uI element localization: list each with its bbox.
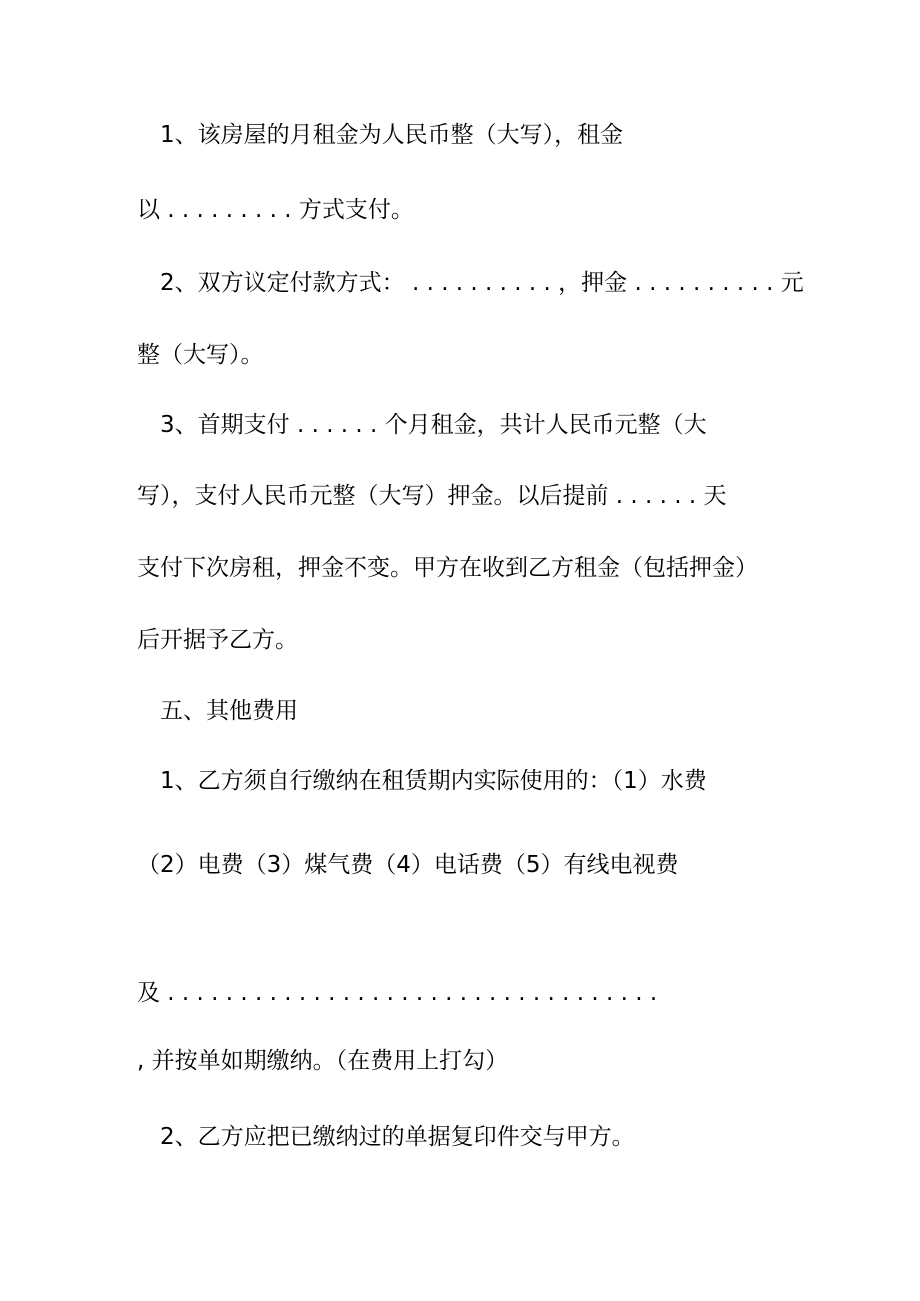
section-heading-other-fees: 五、其他费用 [160, 698, 298, 724]
clause-4-2-deposit-words: 整（大写）。 [137, 342, 264, 368]
clause-4-3-deposit-advance: 写），支付人民币元整（大写）押金。以后提前 . . . . . . 天 [137, 483, 727, 509]
clause-4-1-rent-amount: 1、该房屋的月租金为人民币整（大写），租金 [160, 122, 624, 148]
clause-4-2-payment-terms: 2、双方议定付款方式： . . . . . . . . . . ，押金 . . . . . . . . . . 元 [160, 270, 804, 296]
clause-4-3-first-payment: 3、首期支付 . . . . . . 个月租金，共计人民币元整（大 [160, 412, 707, 438]
clause-4-3-receipt: 后开据予乙方。 [137, 627, 298, 653]
clause-5-1-utility-list: （2）电费（3）煤气费（4）电话费（5）有线电视费 [137, 852, 679, 878]
clause-5-1-other-fees-blank: 及 . . . . . . . . . . . . . . . . . . . . . . . . . . . . . . . . . . [137, 980, 658, 1006]
clause-5-1-utilities: 1、乙方须自行缴纳在租赁期内实际使用的：（1）水费 [160, 768, 707, 794]
clause-5-1-pay-on-time: , 并按单如期缴纳。（在费用上打勾） [137, 1048, 509, 1074]
clause-4-1-payment-method: 以 . . . . . . . . . 方式支付。 [137, 197, 414, 223]
clause-5-2-receipt-copies: 2、乙方应把已缴纳过的单据复印件交与甲方。 [160, 1124, 635, 1150]
clause-4-3-next-rent: 支付下次房租，押金不变。甲方在收到乙方租金（包括押金） [137, 555, 758, 581]
